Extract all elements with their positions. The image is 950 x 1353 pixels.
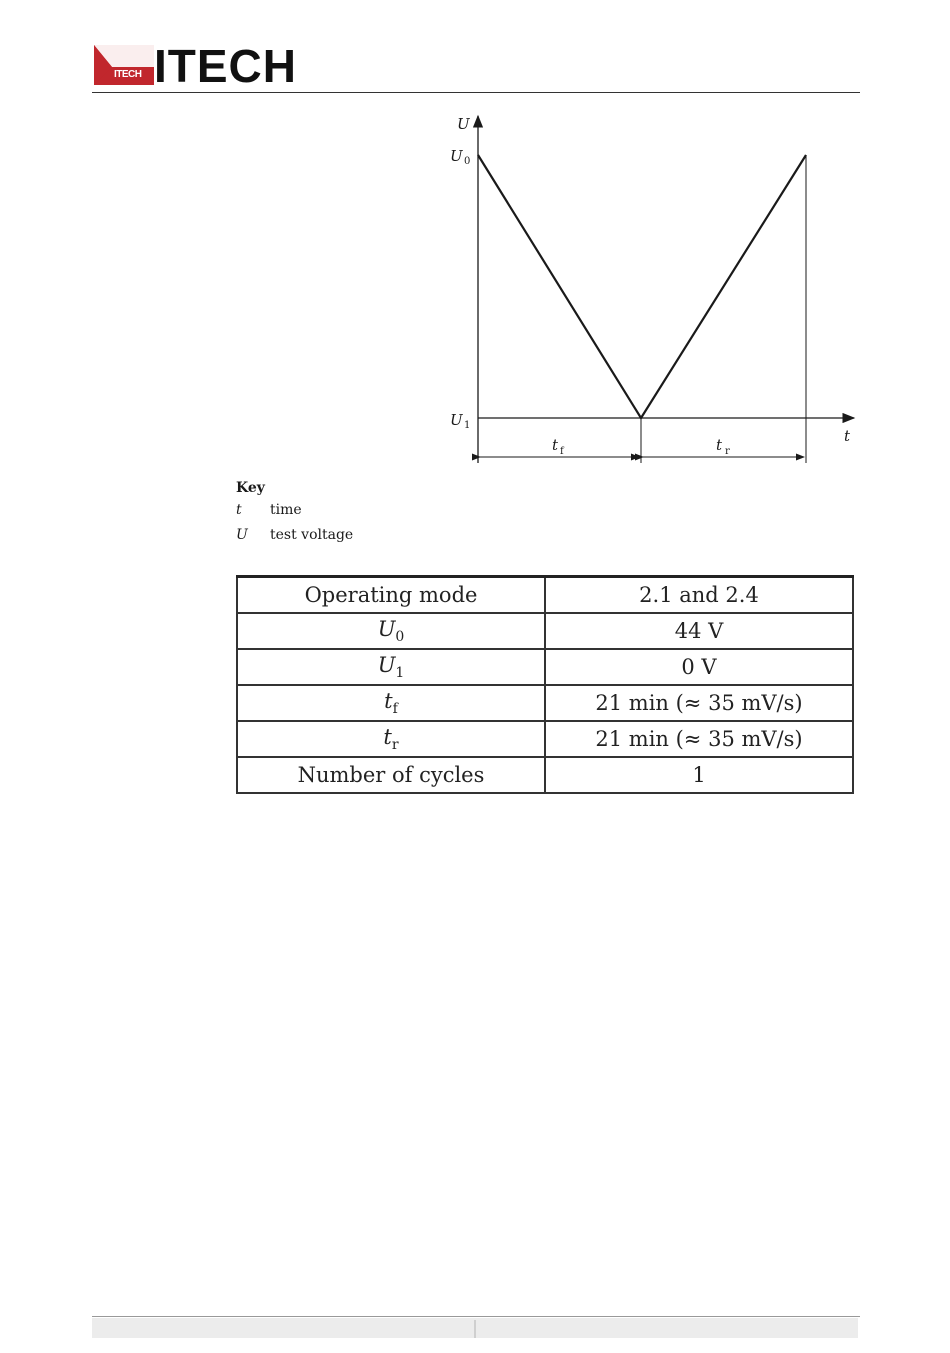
param-cell: $U_1$ bbox=[237, 649, 545, 685]
key-text: time bbox=[270, 502, 302, 518]
figure-key bbox=[236, 480, 353, 552]
value-cell: 21 min (≈ 35 mV/s) bbox=[545, 685, 853, 721]
table-row bbox=[237, 613, 853, 649]
table-row bbox=[237, 757, 853, 793]
param-cell: Number of cycles bbox=[237, 757, 545, 793]
u1-subscript: 1 bbox=[464, 420, 471, 431]
header-rule bbox=[92, 92, 860, 93]
table-row bbox=[237, 685, 853, 721]
key-text: test voltage bbox=[270, 527, 354, 543]
x-axis-label: t bbox=[844, 427, 851, 445]
value-cell: 0 V bbox=[545, 649, 853, 685]
table-row bbox=[237, 649, 853, 685]
tr-label: t bbox=[716, 436, 723, 454]
param-cell: $t_f$ bbox=[237, 685, 545, 721]
table-row bbox=[237, 721, 853, 757]
logo-badge-text: ITECH bbox=[114, 69, 142, 80]
parameters-table bbox=[236, 575, 854, 794]
logo-wordmark: ITECH bbox=[154, 40, 297, 92]
param-cell: Operating mode bbox=[237, 577, 545, 614]
key-symbol: t bbox=[236, 502, 242, 518]
voltage-profile-diagram bbox=[440, 108, 860, 473]
param-cell: $U_0$ bbox=[237, 613, 545, 649]
itech-logo bbox=[94, 40, 314, 92]
param-cell: $t_r$ bbox=[237, 721, 545, 757]
key-symbol: U bbox=[236, 527, 248, 543]
voltage-profile-line bbox=[478, 155, 806, 418]
value-cell: 21 min (≈ 35 mV/s) bbox=[545, 721, 853, 757]
value-cell: 2.1 and 2.4 bbox=[545, 577, 853, 614]
footer-rule bbox=[92, 1316, 860, 1317]
key-item bbox=[236, 502, 353, 527]
value-cell: 1 bbox=[545, 757, 853, 793]
tf-subscript: f bbox=[560, 446, 564, 457]
u0-subscript: 0 bbox=[464, 156, 471, 167]
key-item bbox=[236, 527, 353, 552]
footer-divider bbox=[474, 1320, 476, 1338]
u0-label: U bbox=[450, 147, 463, 165]
value-cell: 44 V bbox=[545, 613, 853, 649]
u1-label: U bbox=[450, 411, 463, 429]
table-row bbox=[237, 577, 853, 614]
tf-label: t bbox=[552, 436, 559, 454]
y-axis-label: U bbox=[457, 115, 470, 133]
tr-subscript: r bbox=[725, 446, 730, 457]
key-title: Key bbox=[236, 480, 265, 496]
